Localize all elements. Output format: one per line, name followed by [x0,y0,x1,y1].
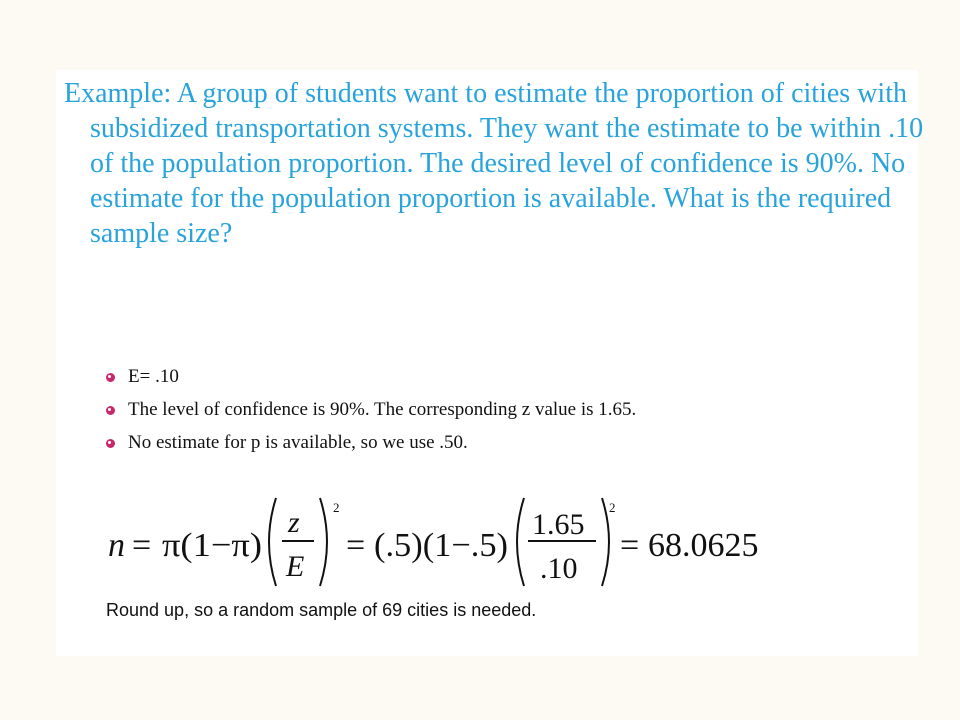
formula-substituted: (.5)(1−.5) [374,527,508,564]
exponent-symbolic: 2 [333,500,340,515]
bullet-item [104,397,884,430]
formula-n: n [108,527,125,564]
right-paren [320,498,327,586]
formula-pi-factor: π(1−π) [162,527,262,564]
given-values-list [104,364,884,463]
formula-result: 68.0625 [648,527,759,564]
exponent-numeric: 2 [609,500,616,515]
bullet-item [104,430,884,463]
bullet-text: No estimate for p is available, so we use .50. [128,432,468,453]
bullet-text: The level of confidence is 90%. The corresponding z value is 1.65. [128,399,637,420]
left-paren-2 [517,498,524,586]
formula-equals-3: = [620,527,640,564]
formula-equals: = [132,527,152,564]
right-paren-2 [602,498,609,586]
value-denominator: .10 [540,552,578,585]
sample-size-formula [100,490,800,590]
fraction-denominator: E [286,550,305,583]
left-paren [269,498,276,586]
example-heading: Example: A group of students want to estimate the proportion of cities with subsidized transportation systems. They want the estimate to be within .10 of the population proportion. The desired level of confidence is 90%. No estimate for the population proportion is available. What is the required sample size? [64,78,924,249]
bullet-item [104,364,884,397]
bullet-icon [106,439,115,448]
bullet-icon [106,373,115,382]
fraction-numerator: z [288,506,300,539]
value-numerator: 1.65 [532,508,585,541]
bullet-icon [106,406,115,415]
bullet-text: E= .10 [128,366,179,387]
formula-equals-2: = [346,527,366,564]
conclusion-text: Round up, so a random sample of 69 cities is needed. [106,600,537,620]
